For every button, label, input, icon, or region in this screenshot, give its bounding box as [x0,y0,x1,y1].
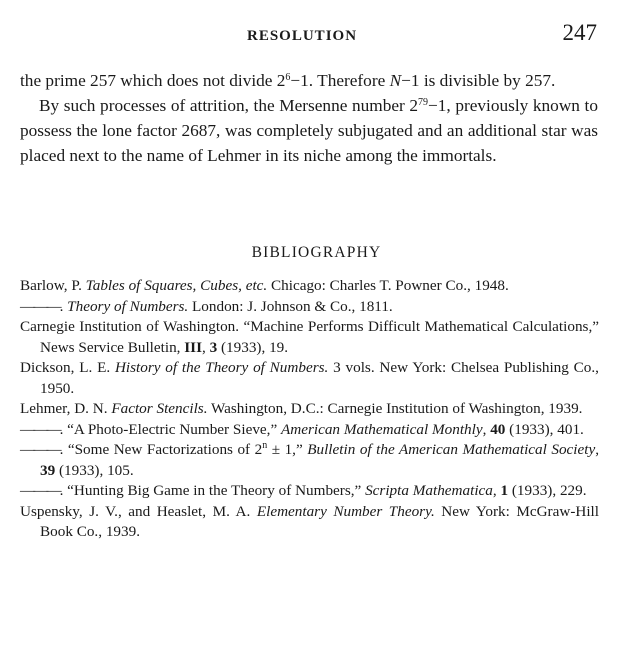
bibliography-entry: Uspensky, J. V., and Heaslet, M. A. Elementary Number Theory. New York: McGraw-Hill Book Co., 1939. [20,502,599,540]
bibliography-entry: Barlow, P. Tables of Squares, Cubes, etc. Chicago: Charles T. Powner Co., 1948. [20,277,509,294]
paragraph: By such processes of attrition, the Mersenne number $2^{79}-1$, previously known to possess the lone factor 2687, was completely subjugated and an additional star was placed next to the name of Lehmer in its niche among the immortals. [20,96,598,165]
bibliography-entry: ———. “Hunting Big Game in the Theory of Numbers,” Scripta Mathematica, 1 (1933), 229. [20,482,587,499]
bibliography-entry: ———. “Some New Factorizations of $2^n \pm 1$,” Bulletin of the American Mathematical Society, 39 (1933), 105. [20,440,599,479]
bibliography-entry: Dickson, L. E. History of the Theory of Numbers. 3 vols. New York: Chelsea Publishing Co., 1950. [20,359,599,397]
paragraph: the prime 257 which does not divide $2^6-1$. Therefore N−1 is divisible by 257. [20,71,556,90]
bibliography-heading: BIBLIOGRAPHY [251,244,382,261]
running-head: RESOLUTION [247,28,358,44]
bibliography-entry: Carnegie Institution of Washington. “Machine Performs Difficult Mathematical Calculations,” News Service Bulletin, III, 3 (1933), 19. [20,318,599,356]
body-text [20,68,598,168]
bibliography-entry: ———. “A Photo-Electric Number Sieve,” American Mathematical Monthly, 40 (1933), 401. [20,420,584,438]
page-number: 247 [562,20,597,45]
bibliography-list [20,276,599,543]
bibliography-entry: Lehmer, D. N. Factor Stencils. Washington, D.C.: Carnegie Institution of Washington, 1939. [20,400,583,417]
bibliography-entry: ———. Theory of Numbers. London: J. Johnson & Co., 1811. [20,297,393,315]
